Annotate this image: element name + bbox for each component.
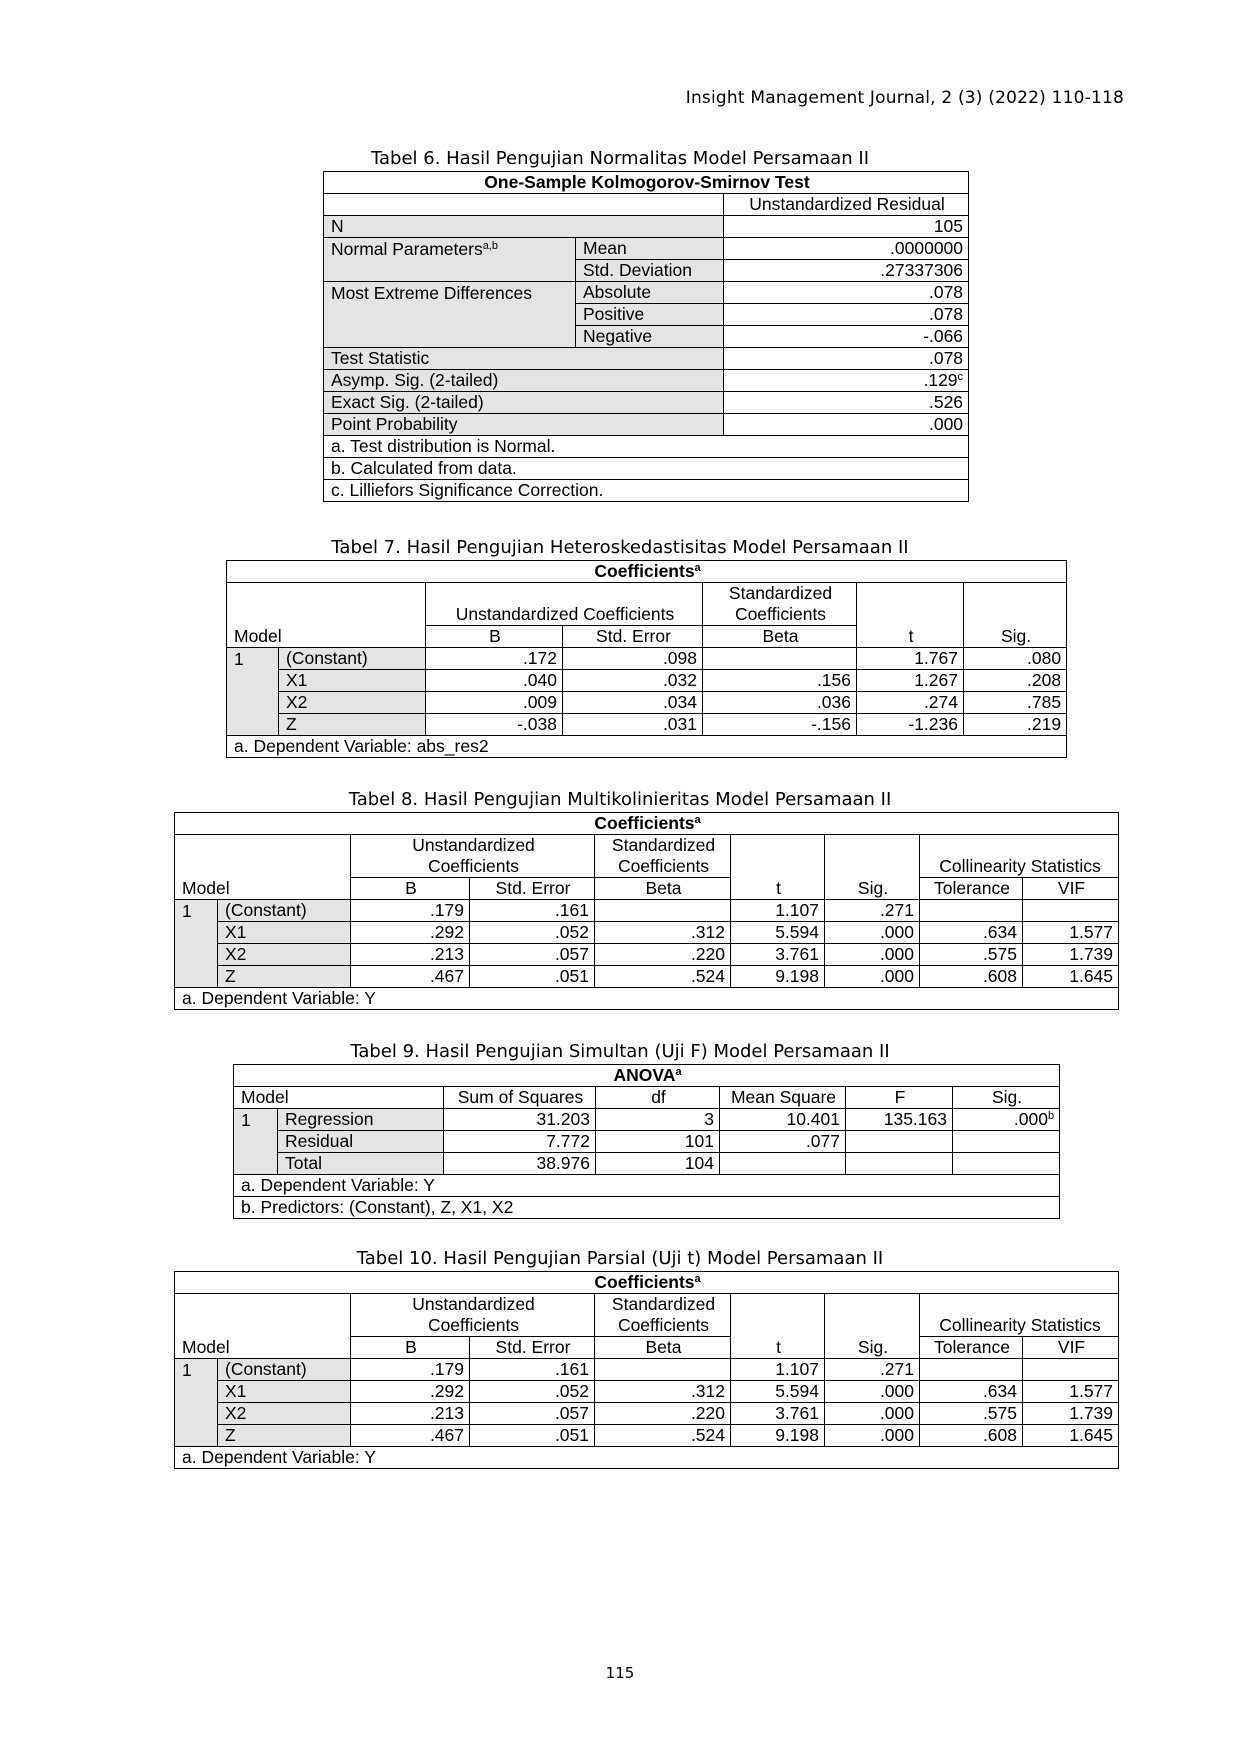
header-t: t xyxy=(731,878,825,900)
table-note: a. Dependent Variable: Y xyxy=(175,988,1119,1010)
cell-value: .219 xyxy=(964,714,1067,736)
header-unstandardized: Unstandardized Coefficients xyxy=(426,604,703,626)
tabel7-table xyxy=(226,560,1067,758)
row-label xyxy=(324,260,576,282)
journal-header: Insight Management Journal, 2 (3) (2022) 110-118 xyxy=(685,88,1124,108)
model-number: 1 xyxy=(234,1109,278,1131)
header-vif: VIF xyxy=(1023,1337,1119,1359)
cell-value: .0000000 xyxy=(724,238,969,260)
header-model: Model xyxy=(175,1337,351,1359)
table-row xyxy=(234,1131,1060,1153)
row-label: X2 xyxy=(218,1403,351,1425)
tabel7-title: Coefficients$^a$ xyxy=(227,561,1067,583)
cell-value: .179 xyxy=(351,1359,470,1381)
cell-value: .161 xyxy=(470,1359,595,1381)
header-coefficients: Coefficients xyxy=(595,1315,731,1337)
table-row xyxy=(175,944,1119,966)
table-row xyxy=(324,260,969,282)
cell-value: .052 xyxy=(470,922,595,944)
cell-value: .078 xyxy=(724,304,969,326)
cell-value: 3.761 xyxy=(731,1403,825,1425)
tabel9-caption: Tabel 9. Hasil Pengujian Simultan (Uji F) Model Persamaan II xyxy=(350,1041,890,1062)
cell-value: .312 xyxy=(595,922,731,944)
cell-value: 104 xyxy=(596,1153,720,1175)
cell-value: .271 xyxy=(825,1359,920,1381)
table-row xyxy=(324,282,969,304)
row-sublabel: Mean xyxy=(576,238,724,260)
header-b: B xyxy=(426,626,563,648)
cell-value xyxy=(846,1131,953,1153)
table-note: a. Dependent Variable: abs_res2 xyxy=(227,736,1067,758)
cell-value: .27337306 xyxy=(724,260,969,282)
row-sublabel: Std. Deviation xyxy=(576,260,724,282)
cell-value xyxy=(1023,900,1119,922)
cell-value: 3 xyxy=(596,1109,720,1131)
cell-value: .213 xyxy=(351,1403,470,1425)
model-number: 1 xyxy=(175,1359,218,1381)
cell-value: .098 xyxy=(563,648,703,670)
header-collinearity: Collinearity Statistics xyxy=(920,856,1119,878)
cell-value xyxy=(595,900,731,922)
cell-value: 31.203 xyxy=(444,1109,596,1131)
cell-value: -.066 xyxy=(724,326,969,348)
tabel10-title: Coefficients$^a$ xyxy=(175,1272,1119,1294)
cell-value: .172 xyxy=(426,648,563,670)
tabel8-title: Coefficients$^a$ xyxy=(175,813,1119,835)
cell-value: .057 xyxy=(470,1403,595,1425)
tabel10-caption: Tabel 10. Hasil Pengujian Parsial (Uji t) Model Persamaan II xyxy=(356,1248,884,1269)
page-number: 115 xyxy=(605,1664,635,1682)
tabel6-caption: Tabel 6. Hasil Pengujian Normalitas Model Persamaan II xyxy=(370,148,870,169)
table-note: a. Dependent Variable: Y xyxy=(234,1175,1060,1197)
cell-value: .575 xyxy=(920,1403,1023,1425)
tabel6-title: One-Sample Kolmogorov-Smirnov Test xyxy=(324,172,969,194)
cell-value: .292 xyxy=(351,1381,470,1403)
header-sig: Sig. xyxy=(825,878,920,900)
cell-value: .524 xyxy=(595,1425,731,1447)
table-row xyxy=(324,392,969,414)
row-label: Normal Parameters$^{a,b}$ xyxy=(324,238,576,260)
cell-value: 1.645 xyxy=(1023,966,1119,988)
table-row xyxy=(324,370,969,392)
header-beta: Beta xyxy=(595,1337,731,1359)
table-row xyxy=(324,238,969,260)
cell-value: .608 xyxy=(920,966,1023,988)
header-b: B xyxy=(351,878,470,900)
row-label: Residual xyxy=(278,1131,444,1153)
cell-value: -.156 xyxy=(703,714,857,736)
header-b: B xyxy=(351,1337,470,1359)
header-beta: Beta xyxy=(703,626,857,648)
cell-value: .009 xyxy=(426,692,563,714)
table-row xyxy=(227,648,1067,670)
cell-value xyxy=(920,900,1023,922)
cell-value: .078 xyxy=(724,282,969,304)
cell-value: .634 xyxy=(920,922,1023,944)
cell-value xyxy=(1023,1359,1119,1381)
header-model: Model xyxy=(175,878,351,900)
cell-value: .077 xyxy=(720,1131,846,1153)
row-label: Regression xyxy=(278,1109,444,1131)
header-unstandardized: Unstandardized xyxy=(351,835,595,857)
tabel8-caption: Tabel 8. Hasil Pengujian Multikolinieritas Model Persamaan II xyxy=(348,789,892,810)
cell-value: .000 xyxy=(825,1403,920,1425)
cell-value: 1.767 xyxy=(857,648,964,670)
cell-value: .467 xyxy=(351,966,470,988)
table-note: b. Calculated from data. xyxy=(324,458,969,480)
cell-value: .032 xyxy=(563,670,703,692)
table-row xyxy=(324,348,969,370)
cell-value: 3.761 xyxy=(731,944,825,966)
cell-value: 5.594 xyxy=(731,1381,825,1403)
cell-value: 9.198 xyxy=(731,1425,825,1447)
table-row xyxy=(175,1403,1119,1425)
cell-value: 38.976 xyxy=(444,1153,596,1175)
table-row xyxy=(175,1425,1119,1447)
header-unstandardized: Unstandardized xyxy=(351,1294,595,1316)
header-std-error: Std. Error xyxy=(563,626,703,648)
header-f: F xyxy=(846,1087,953,1109)
cell-value: .608 xyxy=(920,1425,1023,1447)
cell-value: -1.236 xyxy=(857,714,964,736)
header-sig: Sig. xyxy=(953,1087,1060,1109)
table-row xyxy=(324,326,969,348)
cell-value xyxy=(703,648,857,670)
cell-value xyxy=(846,1153,953,1175)
cell-value: .000 xyxy=(825,966,920,988)
header-model: Model xyxy=(234,1087,444,1109)
cell-value: 5.594 xyxy=(731,922,825,944)
row-label: (Constant) xyxy=(218,900,351,922)
row-label: X2 xyxy=(279,692,426,714)
header-std-error: Std. Error xyxy=(470,878,595,900)
cell-value: .524 xyxy=(595,966,731,988)
cell-value: .526 xyxy=(724,392,969,414)
model-number: 1 xyxy=(175,900,218,922)
header-model: Model xyxy=(227,626,426,648)
cell-value xyxy=(953,1153,1060,1175)
header-beta: Beta xyxy=(595,878,731,900)
cell-value: .051 xyxy=(470,966,595,988)
cell-value: .785 xyxy=(964,692,1067,714)
cell-value: .274 xyxy=(857,692,964,714)
cell-value: .078 xyxy=(724,348,969,370)
cell-value: .057 xyxy=(470,944,595,966)
row-label: X2 xyxy=(218,944,351,966)
header-sig: Sig. xyxy=(825,1337,920,1359)
cell-value: .000 xyxy=(825,1381,920,1403)
cell-value: 1.107 xyxy=(731,900,825,922)
cell-value: .052 xyxy=(470,1381,595,1403)
row-label: X1 xyxy=(279,670,426,692)
header-sum-of-squares: Sum of Squares xyxy=(444,1087,596,1109)
header-standardized: Standardized xyxy=(595,835,731,857)
table-note: c. Lilliefors Significance Correction. xyxy=(324,480,969,502)
cell-value: .036 xyxy=(703,692,857,714)
row-label: Z xyxy=(218,966,351,988)
cell-value: .000 xyxy=(724,414,969,436)
table-row xyxy=(324,304,969,326)
table-row xyxy=(324,414,969,436)
header-standardized: Standardized xyxy=(595,1294,731,1316)
cell-value: 101 xyxy=(596,1131,720,1153)
row-label: X1 xyxy=(218,1381,351,1403)
row-label: Z xyxy=(218,1425,351,1447)
row-label: Most Extreme Differences xyxy=(324,282,576,304)
tabel6-table xyxy=(323,171,969,502)
table-note: b. Predictors: (Constant), Z, X1, X2 xyxy=(234,1197,1060,1219)
cell-value: .312 xyxy=(595,1381,731,1403)
cell-value: .467 xyxy=(351,1425,470,1447)
tabel7-caption: Tabel 7. Hasil Pengujian Heteroskedastisitas Model Persamaan II xyxy=(331,537,909,558)
header-tolerance: Tolerance xyxy=(920,878,1023,900)
header-t: t xyxy=(857,626,964,648)
table-row xyxy=(227,670,1067,692)
cell-value: 7.772 xyxy=(444,1131,596,1153)
row-label: Z xyxy=(279,714,426,736)
table-row xyxy=(175,922,1119,944)
cell-value: .000 xyxy=(825,1425,920,1447)
table-row xyxy=(234,1153,1060,1175)
header-standardized: Standardized xyxy=(703,583,857,605)
cell-value: 9.198 xyxy=(731,966,825,988)
cell-value: 1.107 xyxy=(731,1359,825,1381)
cell-value: .034 xyxy=(563,692,703,714)
row-sublabel: Positive xyxy=(576,304,724,326)
header-collinearity: Collinearity Statistics xyxy=(920,1315,1119,1337)
cell-value: .271 xyxy=(825,900,920,922)
cell-value: .292 xyxy=(351,922,470,944)
tabel6-col-header: Unstandardized Residual xyxy=(724,194,969,216)
header-coefficients: Coefficients xyxy=(351,856,595,878)
cell-value: .040 xyxy=(426,670,563,692)
table-row xyxy=(175,966,1119,988)
row-label: N xyxy=(324,216,724,238)
cell-value: .179 xyxy=(351,900,470,922)
cell-value: .575 xyxy=(920,944,1023,966)
row-sublabel: Absolute xyxy=(576,282,724,304)
cell-value: 1.267 xyxy=(857,670,964,692)
cell-value xyxy=(720,1153,846,1175)
cell-value: .220 xyxy=(595,1403,731,1425)
table-note: a. Dependent Variable: Y xyxy=(175,1447,1119,1469)
tabel10-table xyxy=(174,1271,1119,1469)
header-coefficients: Coefficients xyxy=(703,604,857,626)
row-label xyxy=(324,304,576,326)
row-label: X1 xyxy=(218,922,351,944)
header-t: t xyxy=(731,1337,825,1359)
cell-value: .634 xyxy=(920,1381,1023,1403)
cell-value: 105 xyxy=(724,216,969,238)
cell-value xyxy=(920,1359,1023,1381)
header-coefficients: Coefficients xyxy=(595,856,731,878)
cell-value: 1.739 xyxy=(1023,944,1119,966)
cell-value: .213 xyxy=(351,944,470,966)
row-sublabel: Negative xyxy=(576,326,724,348)
cell-value: 10.401 xyxy=(720,1109,846,1131)
cell-value: 1.645 xyxy=(1023,1425,1119,1447)
cell-value: .031 xyxy=(563,714,703,736)
header-std-error: Std. Error xyxy=(470,1337,595,1359)
table-row xyxy=(227,692,1067,714)
cell-value: 1.577 xyxy=(1023,1381,1119,1403)
table-row xyxy=(175,1359,1119,1381)
cell-value: 135.163 xyxy=(846,1109,953,1131)
cell-value: .000 xyxy=(825,944,920,966)
row-label: Point Probability xyxy=(324,414,724,436)
tabel9-title: ANOVA$^a$ xyxy=(234,1065,1060,1087)
table-row xyxy=(175,900,1119,922)
cell-value xyxy=(953,1131,1060,1153)
row-label xyxy=(324,326,576,348)
tabel9-table xyxy=(233,1064,1060,1219)
cell-value: .051 xyxy=(470,1425,595,1447)
cell-value: .161 xyxy=(470,900,595,922)
header-df: df xyxy=(596,1087,720,1109)
cell-value: .000 xyxy=(825,922,920,944)
row-label: Exact Sig. (2-tailed) xyxy=(324,392,724,414)
cell-value: -.038 xyxy=(426,714,563,736)
row-label: (Constant) xyxy=(279,648,426,670)
cell-value: .000$^b$ xyxy=(953,1109,1060,1131)
cell-value xyxy=(595,1359,731,1381)
header-tolerance: Tolerance xyxy=(920,1337,1023,1359)
table-row xyxy=(324,216,969,238)
table-row xyxy=(175,1381,1119,1403)
table-row xyxy=(234,1109,1060,1131)
cell-value: .220 xyxy=(595,944,731,966)
row-label: Test Statistic xyxy=(324,348,724,370)
cell-value: 1.739 xyxy=(1023,1403,1119,1425)
cell-value: .080 xyxy=(964,648,1067,670)
row-label: (Constant) xyxy=(218,1359,351,1381)
table-note: a. Test distribution is Normal. xyxy=(324,436,969,458)
header-mean-square: Mean Square xyxy=(720,1087,846,1109)
model-number: 1 xyxy=(227,648,279,670)
row-label: Asymp. Sig. (2-tailed) xyxy=(324,370,724,392)
header-sig: Sig. xyxy=(964,626,1067,648)
cell-value: .129$^c$ xyxy=(724,370,969,392)
table-row xyxy=(227,714,1067,736)
header-coefficients: Coefficients xyxy=(351,1315,595,1337)
tabel8-table xyxy=(174,812,1119,1010)
cell-value: .156 xyxy=(703,670,857,692)
cell-value: .208 xyxy=(964,670,1067,692)
row-label: Total xyxy=(278,1153,444,1175)
header-vif: VIF xyxy=(1023,878,1119,900)
cell-value: 1.577 xyxy=(1023,922,1119,944)
